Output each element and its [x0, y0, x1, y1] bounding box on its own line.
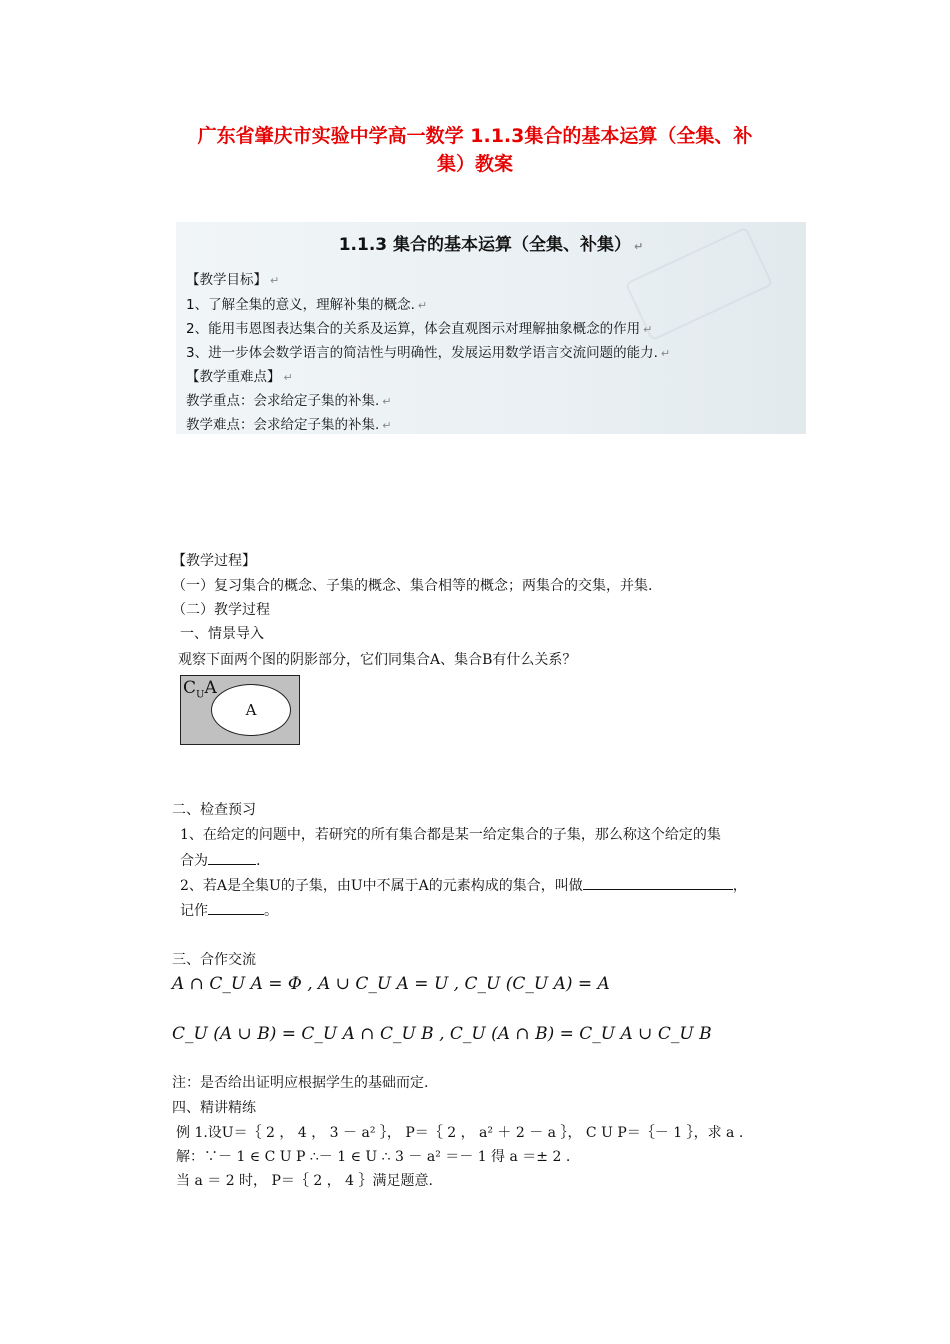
example-1-case: 当 a ＝ 2 时， P＝｛ 2 ， 4 ｝满足题意.: [176, 1173, 433, 1189]
goals-header: 【教学目标】 ↵: [186, 272, 280, 288]
set-a-ellipse: A: [211, 684, 291, 736]
process-header: 【教学过程】: [172, 553, 256, 569]
process-step-1: （一）复习集合的概念、子集的概念、集合相等的概念；两集合的交集，并集.: [172, 578, 653, 594]
formula-line-2: C_U (A ∪ B) = C_U A ∩ C_U B , C_U (A ∩ B) = C_U A ∪ C_U B: [172, 1024, 712, 1044]
section-1-header: 一、情景导入: [180, 626, 264, 642]
embedded-heading: 1.1.3 集合的基本运算（全集、补集） ↵: [338, 235, 644, 255]
preview-q1-line2: 合为 .: [180, 850, 260, 871]
embedded-objectives-image: [176, 222, 806, 434]
title-line-1: 广东省肇庆市实验中学高一数学 1.1.3集合的基本运算（全集、补: [197, 125, 753, 147]
process-step-2: （二）教学过程: [172, 602, 270, 618]
answer-blank-1[interactable]: [208, 850, 256, 865]
proof-note: 注：是否给出证明应根据学生的基础而定.: [172, 1075, 429, 1091]
example-1-solution: 解：∵－ 1 ∈ C U P ∴－ 1 ∈ U ∴ 3 － a² ＝－ 1 得 a ＝± 2 .: [176, 1149, 571, 1165]
difficult-point: 教学难点：会求给定子集的补集. ↵: [186, 417, 392, 433]
key-header: 【教学重难点】 ↵: [186, 369, 293, 385]
answer-blank-3[interactable]: [208, 900, 264, 915]
section-2-header: 二、检查预习: [172, 802, 256, 818]
venn-diagram: [180, 675, 300, 745]
preview-q1-line1: 1、在给定的问题中，若研究的所有集合都是某一给定集合的子集，那么称这个给定的集: [180, 827, 721, 843]
key-point: 教学重点：会求给定子集的补集. ↵: [186, 393, 392, 409]
section-3-header: 三、合作交流: [172, 952, 256, 968]
preview-q2-line2: 记作 。: [180, 900, 278, 921]
goal-3: 3、进一步体会数学语言的简洁性与明确性，发展运用数学语言交流问题的能力. ↵: [186, 345, 671, 361]
title-line-2: 集）教案: [436, 153, 513, 175]
complement-label: $C_UA$: [183, 678, 217, 701]
answer-blank-2[interactable]: [583, 875, 733, 890]
example-1: 例 1.设U＝｛ 2 ， 4 ， 3 － a² ｝， P＝｛ 2 ， a² ＋ 2 － a ｝， C U P＝｛－ 1 ｝，求 a .: [176, 1125, 744, 1141]
goal-1: 1、了解全集的意义，理解补集的概念. ↵: [186, 297, 428, 313]
formula-line-1: A ∩ C_U A = Φ , A ∪ C_U A = U , C_U (C_U A) = A: [172, 974, 610, 994]
goal-2: 2、能用韦恩图表达集合的关系及运算，体会直观图示对理解抽象概念的作用 ↵: [186, 321, 653, 337]
document-title: [140, 122, 810, 178]
preview-q2-line1: 2、若A是全集U的子集，由U中不属于A的元素构成的集合，叫做 ，: [180, 875, 747, 896]
section-4-header: 四、精讲精练: [172, 1100, 256, 1116]
observe-question: 观察下面两个图的阴影部分，它们同集合A、集合B有什么关系？: [178, 652, 577, 668]
